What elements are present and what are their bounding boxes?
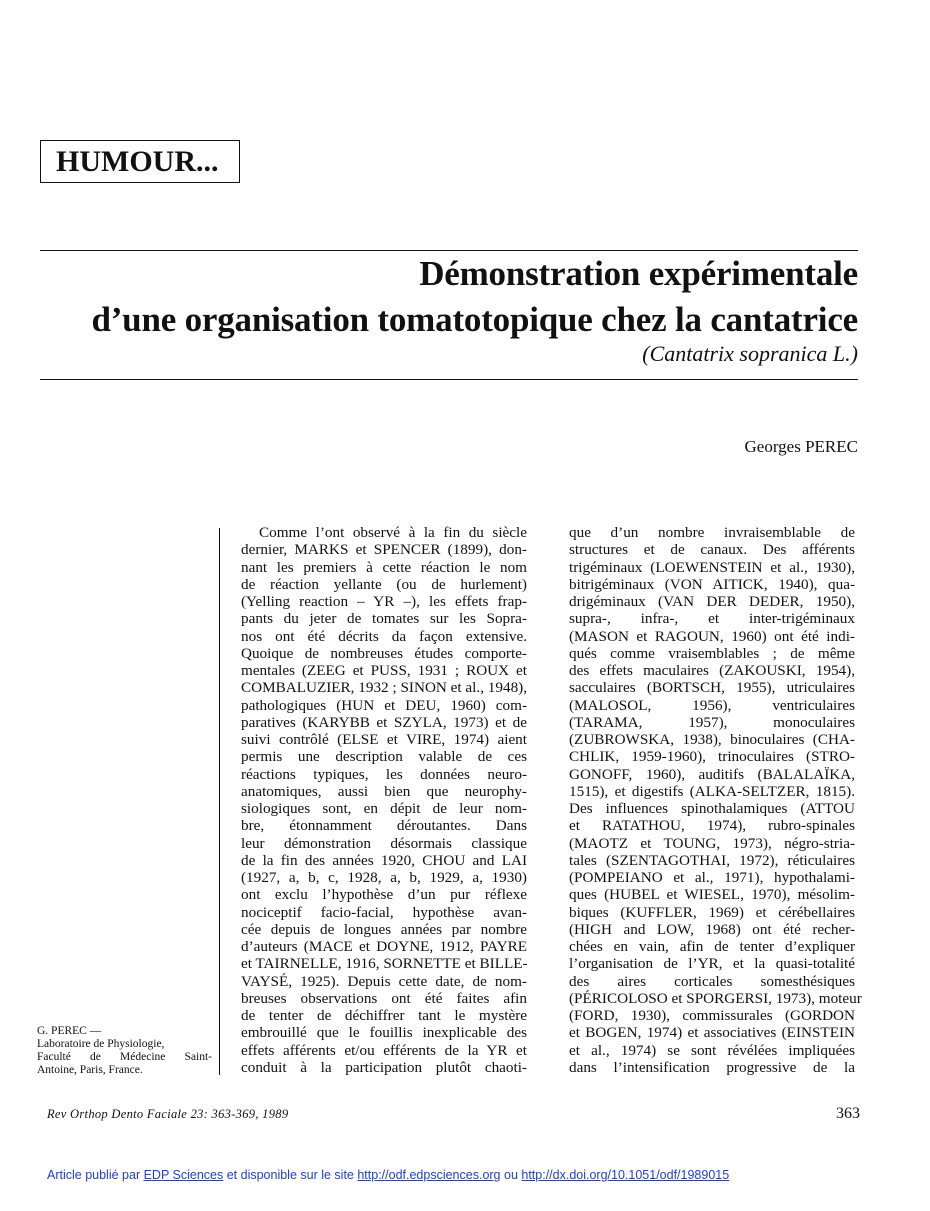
section-label: HUMOUR... bbox=[40, 140, 240, 183]
page-number: 363 bbox=[836, 1105, 860, 1122]
text-line: bitrigéminaux (VON AITICK, 1940), qua- bbox=[569, 575, 855, 593]
author-affiliation bbox=[37, 1025, 212, 1077]
sidebar-divider bbox=[219, 528, 220, 1075]
text-line: trigéminaux (LOEWENSTEIN et al., 1930), bbox=[569, 558, 855, 576]
text-line: de réaction yellante (ou de hurlement) bbox=[241, 575, 527, 593]
text-line: (MAOTZ et TOUNG, 1973), négro-stria- bbox=[569, 834, 855, 852]
text-line: des aires corticales somesthésiques bbox=[569, 972, 855, 990]
text-line: VAYSÉ, 1925). Depuis cette date, de nom- bbox=[241, 972, 527, 990]
text-line: COMBALUZIER, 1932 ; SINON et al., 1948), bbox=[241, 679, 528, 697]
text-line: dernier, MARKS et SPENCER (1899), don- bbox=[241, 541, 527, 559]
text-line: breuses observations ont été faites afin bbox=[241, 989, 527, 1007]
affiliation-line: G. PEREC — bbox=[37, 1025, 102, 1037]
article-title-line-2: d’une organisation tomatotopique chez la cantatrice bbox=[91, 300, 858, 339]
text-line: 1515), et digestifs (ALKA-SELTZER, 1815). bbox=[569, 782, 855, 800]
text-line: (HIGH and LOW, 1968) ont été recher- bbox=[569, 920, 855, 938]
publisher-link[interactable]: EDP Sciences bbox=[143, 1168, 224, 1182]
text-line: Comme l’ont observé à la fin du siècle bbox=[259, 524, 527, 541]
text-line: (ZUBROWSKA, 1938), binoculaires (CHA- bbox=[569, 731, 855, 748]
text-line: nociceptif facio-facial, hypothèse avan- bbox=[241, 903, 527, 921]
affiliation-line: Faculté de Médecine Saint- bbox=[37, 1051, 212, 1063]
notice-middle: et disponible sur le site bbox=[223, 1168, 358, 1182]
author-name: Georges PEREC bbox=[744, 437, 858, 456]
text-line: embrouillé que le fouillis inexplicable des bbox=[241, 1024, 527, 1042]
title-bottom-rule bbox=[40, 379, 858, 380]
text-line: conduit à la participation plutôt chaoti- bbox=[241, 1058, 527, 1076]
notice-prefix: Article publié par bbox=[47, 1168, 144, 1182]
text-line: paratives (KARYBB et SZYLA, 1973) et de bbox=[241, 713, 527, 731]
text-line: pathologiques (HUN et DEU, 1960) com- bbox=[241, 696, 527, 714]
body-column-1 bbox=[241, 524, 527, 1076]
text-line: et TAIRNELLE, 1916, SORNETTE et BILLE- bbox=[241, 955, 528, 973]
text-line: réactions typiques, les données neuro- bbox=[241, 765, 527, 783]
text-line: drigéminaux (VAN DER DEDER, 1950), bbox=[569, 593, 855, 610]
text-line: des effets maculaires (ZAKOUSKI, 1954), bbox=[569, 662, 855, 679]
text-line: et RATATHOU, 1974), rubro-spinales bbox=[569, 817, 855, 835]
text-line: anatomiques, aussi bien que neurophy- bbox=[241, 782, 527, 800]
text-line: Quoique de nombreuses études comporte- bbox=[241, 644, 527, 662]
text-line: (POMPEIANO et al., 1971), hypothalami- bbox=[569, 869, 855, 886]
affiliation-line: Antoine, Paris, France. bbox=[37, 1064, 143, 1076]
site-link[interactable]: http://odf.edpsciences.org bbox=[357, 1168, 501, 1182]
text-line: leur démonstration désormais classique bbox=[241, 834, 527, 852]
text-line: CHLIK, 1959-1960), trinoculaires (STRO- bbox=[569, 748, 855, 766]
text-line: biques (KUFFLER, 1969) et cérébellaires bbox=[569, 903, 855, 921]
text-line: que d’un nombre invraisemblable de bbox=[569, 524, 855, 541]
body-column-2 bbox=[569, 524, 862, 1076]
text-line: structures et de canaux. Des afférents bbox=[569, 541, 855, 559]
text-line: d’auteurs (MACE et DOYNE, 1912, PAYRE bbox=[241, 938, 527, 955]
text-line: tales (SZENTAGOTHAI, 1972), réticulaires bbox=[569, 851, 855, 869]
text-line: (MALOSOL, 1956), ventriculaires bbox=[569, 696, 855, 714]
text-line: (MASON et RAGOUN, 1960) ont été indi- bbox=[569, 627, 855, 645]
text-line: de la fin des années 1920, CHOU and LAI bbox=[241, 851, 527, 869]
journal-citation: Rev Orthop Dento Faciale 23: 363-369, 1989 bbox=[47, 1107, 289, 1121]
text-line: (FORD, 1930), commissurales (GORDON bbox=[569, 1007, 855, 1024]
title-top-rule bbox=[40, 250, 858, 251]
affiliation-line: Laboratoire de Physiologie, bbox=[37, 1038, 165, 1050]
doi-link[interactable]: http://dx.doi.org/10.1051/odf/1989015 bbox=[521, 1168, 730, 1182]
text-line: permis une description valable de ces bbox=[241, 748, 527, 766]
text-line: nant les premiers à cette réaction le nom bbox=[241, 558, 527, 576]
article-subtitle: (Cantatrix sopranica L.) bbox=[642, 341, 858, 366]
notice-or: ou bbox=[500, 1168, 522, 1182]
text-line: et BOGEN, 1974) et associatives (EINSTEIN bbox=[569, 1024, 855, 1042]
text-line: (1927, a, b, c, 1928, a, b, 1929, a, 1930) bbox=[241, 869, 527, 886]
text-line: effets afférents et/ou efférents de la YR et bbox=[241, 1041, 527, 1059]
text-line: suivi contrôlé (ELSE et VIRE, 1974) aient bbox=[241, 731, 527, 748]
text-line: supra-, infra-, et inter-trigéminaux bbox=[569, 610, 855, 628]
text-line: pants du jeter de tomates sur les Sopra- bbox=[241, 610, 527, 628]
text-line: ont exclu l’hypothèse d’un pur réflexe bbox=[241, 886, 527, 904]
text-line: Des influences spinothalamiques (ATTOU bbox=[569, 800, 855, 817]
text-line: chées en vain, afin de tenter d’expliquer bbox=[569, 938, 855, 955]
text-line: l’organisation de l’YR, et la quasi-totalité bbox=[569, 955, 855, 973]
text-line: sacculaires (BORTSCH, 1955), utriculaires bbox=[569, 679, 855, 697]
text-line: (PÉRICOLOSO et SPORGERSI, 1973), moteur bbox=[569, 989, 862, 1007]
publication-notice bbox=[47, 1168, 729, 1182]
article-title-line-1: Démonstration expérimentale bbox=[419, 254, 858, 293]
text-line: (TARAMA, 1957), monoculaires bbox=[569, 713, 855, 731]
text-line: dans l’intensification progressive de la bbox=[569, 1058, 855, 1076]
text-line: nos ont été décrits da façon extensive. bbox=[241, 627, 527, 645]
text-line: qués comme vraisemblables ; de même bbox=[569, 644, 855, 662]
text-line: mentales (ZEEG et PUSS, 1931 ; ROUX et bbox=[241, 662, 527, 679]
text-line: cée depuis de longues années par nombre bbox=[241, 920, 527, 938]
text-line: et al., 1974) se sont révélées impliquées bbox=[569, 1041, 855, 1059]
text-line: (Yelling reaction – YR –), les effets frap- bbox=[241, 593, 527, 610]
text-line: bre, étonnamment déroutantes. Dans bbox=[241, 817, 527, 835]
text-line: GONOFF, 1960), auditifs (BALALAÏKA, bbox=[569, 765, 855, 783]
text-line: de tenter de déchiffrer tant le mystère bbox=[241, 1007, 527, 1024]
text-line: ques (HUBEL et WIESEL, 1970), mésolim- bbox=[569, 886, 855, 904]
text-line: siologiques sont, en dépit de leur nom- bbox=[241, 800, 527, 817]
